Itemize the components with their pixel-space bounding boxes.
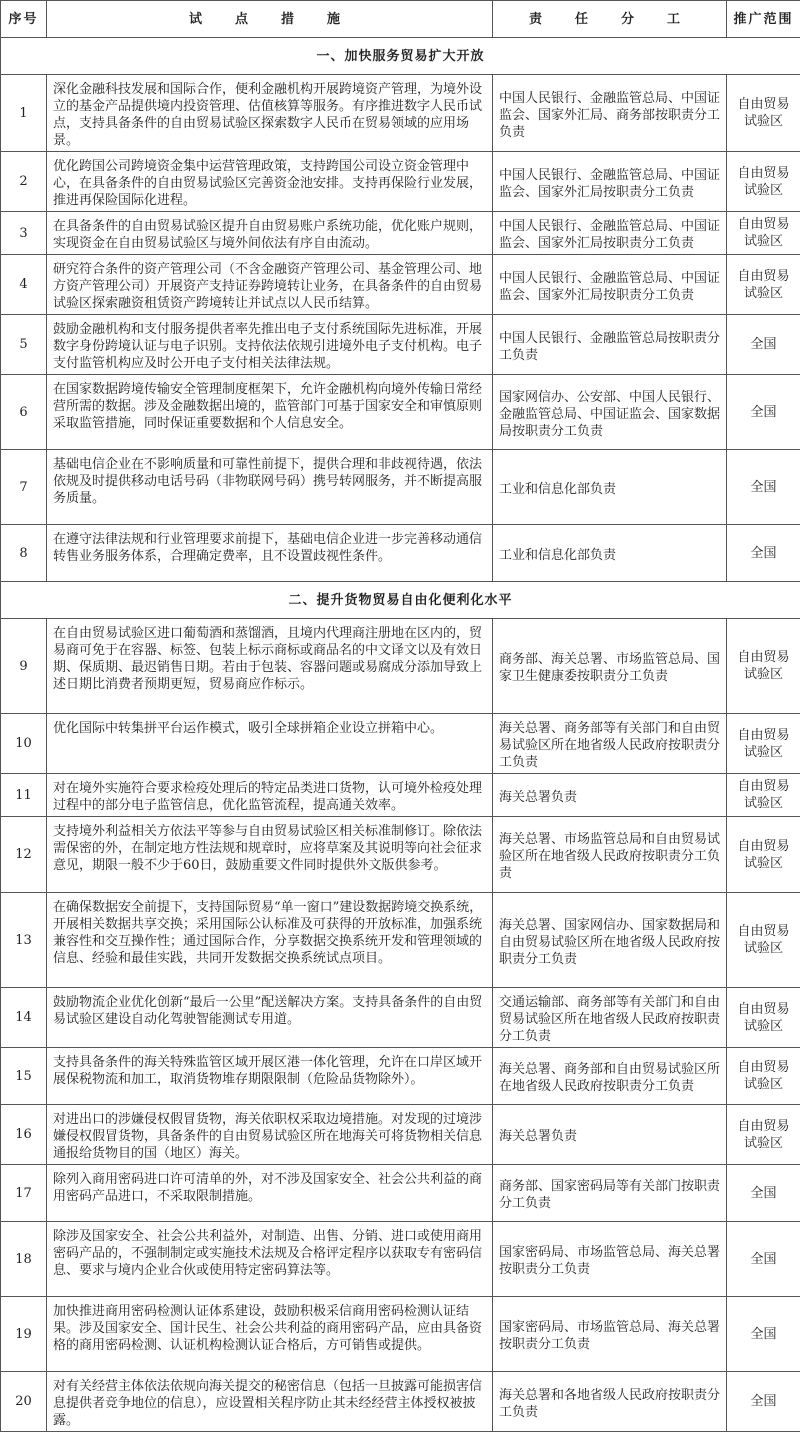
row-number: 1 [1,75,47,152]
scope-cell: 全国 [727,315,800,375]
row-number: 8 [1,525,47,582]
measure-cell: 研究符合条件的资产管理公司（不含金融资产管理公司、基金管理公司、地方资产管理公司）开展资产支持证券跨境转让业务，在具备条件的自由贸易试验区探索融资租赁资产跨境转让并试点以人民币结算。 [47,255,493,315]
header-measure: 试 点 措 施 [47,1,493,38]
measure-cell: 优化跨国公司跨境资金集中运营管理政策，支持跨国公司设立资金管理中心，在具备条件的自由贸易试验区完善资金池安排。支持再保险行业发展，推进再保险国际化进程。 [47,152,493,212]
scope-cell: 自由贸易试验区 [727,212,800,255]
table-row [1,988,800,1048]
row-number: 20 [1,1372,47,1432]
duty-cell: 海关总署、商务部和自由贸易试验区所在地省级人民政府按职责分工负责 [493,1048,727,1105]
table-row [1,315,800,375]
scope-cell: 自由贸易试验区 [727,893,800,988]
table-row [1,1297,800,1372]
duty-cell: 国家网信办、公安部、中国人民银行、金融监管总局、中国证监会、国家数据局按职责分工负责 [493,375,727,450]
duty-cell: 海关总署负责 [493,1105,727,1165]
row-number: 14 [1,988,47,1048]
scope-cell: 自由贸易试验区 [727,774,800,817]
section-row [1,38,800,75]
duty-cell: 工业和信息化部负责 [493,525,727,582]
duty-cell: 海关总署和各地省级人民政府按职责分工负责 [493,1372,727,1432]
measure-cell: 除涉及国家安全、社会公共利益外，对制造、出售、分销、进口或使用商用密码产品的，不强制制定或实施技术法规及合格评定程序以获取专有密码信息、要求与境内企业合伙或使用特定密码算法等。 [47,1222,493,1297]
measure-cell: 对在境外实施符合要求检疫处理后的特定品类进口货物，认可境外检疫处理过程中的部分电子监管信息，优化监管流程，提高通关效率。 [47,774,493,817]
row-number: 12 [1,817,47,893]
table-row [1,1222,800,1297]
header-scope: 推广范围 [727,1,800,38]
scope-cell: 自由贸易试验区 [727,75,800,152]
scope-cell: 全国 [727,450,800,525]
scope-cell: 自由贸易试验区 [727,152,800,212]
duty-cell: 国家密码局、市场监管总局、海关总署按职责分工负责 [493,1297,727,1372]
measure-cell: 优化国际中转集拼平台运作模式，吸引全球拼箱企业设立拼箱中心。 [47,714,493,774]
row-number: 19 [1,1297,47,1372]
scope-cell: 自由贸易试验区 [727,255,800,315]
duty-cell: 工业和信息化部负责 [493,450,727,525]
row-number: 6 [1,375,47,450]
header-no: 序号 [1,1,47,38]
row-number: 13 [1,893,47,988]
duty-cell: 中国人民银行、金融监管总局、中国证监会、国家外汇局按职责分工负责 [493,255,727,315]
measure-cell: 鼓励金融机构和支付服务提供者率先推出电子支付系统国际先进标准，开展数字身份跨境认证与电子识别。支持依法依规引进境外电子支付机构。电子支付监管机构应及时公开电子支付相关法律法规。 [47,315,493,375]
measure-cell: 支持境外利益相关方依法平等参与自由贸易试验区相关标准制修订。除依法需保密的外，在制定地方性法规和规章时，应将草案及其说明等向社会征求意见，期限一般不少于60日，鼓励重要文件同时提供外文版供参考。 [47,817,493,893]
measure-cell: 在自由贸易试验区进口葡萄酒和蒸馏酒，且境内代理商注册地在区内的，贸易商可免于在容器、标签、包装上标示商标或商品名的中文译文以及有效日期、保质期、最迟销售日期。若由于包装、容器问题或易腐成分添加导致上述日期比消费者预期更短，贸易商应作标示。 [47,619,493,714]
table-row [1,450,800,525]
scope-cell: 自由贸易试验区 [727,714,800,774]
duty-cell: 中国人民银行、金融监管总局、中国证监会、国家外汇局按职责分工负责 [493,152,727,212]
row-number: 17 [1,1165,47,1222]
row-number: 7 [1,450,47,525]
duty-cell: 海关总署、商务部等有关部门和自由贸易试验区所在地省级人民政府按职责分工负责 [493,714,727,774]
scope-cell: 全国 [727,1297,800,1372]
duty-cell: 海关总署负责 [493,774,727,817]
measure-cell: 加快推进商用密码检测认证体系建设，鼓励积极采信商用密码检测认证结果。涉及国家安全、国计民生、社会公共利益的商用密码产品，应由具备资格的商用密码检测、认证机构检测认证合格后，方可销售或提供。 [47,1297,493,1372]
duty-cell: 中国人民银行、金融监管总局、中国证监会、国家外汇局、商务部按职责分工负责 [493,75,727,152]
row-number: 9 [1,619,47,714]
table-row [1,255,800,315]
row-number: 3 [1,212,47,255]
scope-cell: 自由贸易试验区 [727,1105,800,1165]
table-row [1,525,800,582]
row-number: 4 [1,255,47,315]
scope-cell: 自由贸易试验区 [727,817,800,893]
measure-cell: 对有关经营主体依法依规向海关提交的秘密信息（包括一旦披露可能损害信息提供者竞争地位的信息），应设置相关程序防止其未经经营主体授权被披露。 [47,1372,493,1432]
measure-cell: 支持具备条件的海关特殊监管区域开展区港一体化管理，允许在口岸区域开展保税物流和加工，取消货物堆存期限限制（危险品货物除外）。 [47,1048,493,1105]
header-row [1,1,800,38]
row-number: 5 [1,315,47,375]
row-number: 16 [1,1105,47,1165]
measure-cell: 在国家数据跨境传输安全管理制度框架下，允许金融机构向境外传输日常经营所需的数据。涉及金融数据出境的，监管部门可基于国家安全和审慎原则采取监管措施，同时保证重要数据和个人信息安全。 [47,375,493,450]
row-number: 10 [1,714,47,774]
duty-cell: 国家密码局、市场监管总局、海关总署按职责分工负责 [493,1222,727,1297]
scope-cell: 全国 [727,375,800,450]
duty-cell: 中国人民银行、金融监管总局、中国证监会、国家外汇局按职责分工负责 [493,212,727,255]
table-row [1,1048,800,1105]
table-row [1,212,800,255]
table-row [1,1372,800,1432]
table-row [1,714,800,774]
table-body [1,38,800,1432]
row-number: 2 [1,152,47,212]
measure-cell: 深化金融科技发展和国际合作，便利金融机构开展跨境资产管理，为境外设立的基金产品提供境内投资管理、估值核算等服务。有序推进数字人民币试点，支持具备条件的自由贸易试验区探索数字人民币在贸易领域的应用场景。 [47,75,493,152]
row-number: 18 [1,1222,47,1297]
duty-cell: 交通运输部、商务部等有关部门和自由贸易试验区所在地省级人民政府按职责分工负责 [493,988,727,1048]
scope-cell: 全国 [727,525,800,582]
measure-cell: 在遵守法律法规和行业管理要求前提下，基础电信企业进一步完善移动通信转售业务服务体系，合理确定费率，且不设置歧视性条件。 [47,525,493,582]
measure-cell: 对进出口的涉嫌侵权假冒货物，海关依职权采取边境措施。对发现的过境涉嫌侵权假冒货物，具备条件的自由贸易试验区所在地海关可将货物相关信息通报给货物目的国（地区）海关。 [47,1105,493,1165]
table-row [1,774,800,817]
table-row [1,152,800,212]
duty-cell: 海关总署、国家网信办、国家数据局和自由贸易试验区所在地省级人民政府按职责分工负责 [493,893,727,988]
table-row [1,1165,800,1222]
measure-cell: 除列入商用密码进口许可清单的外，对不涉及国家安全、社会公共利益的商用密码产品进口，不采取限制措施。 [47,1165,493,1222]
row-number: 11 [1,774,47,817]
measure-cell: 基础电信企业在不影响质量和可靠性前提下，提供合理和非歧视待遇，依法依规及时提供移动电话号码（非物联网号码）携号转网服务，并不断提高服务质量。 [47,450,493,525]
duty-cell: 商务部、海关总署、市场监管总局、国家卫生健康委按职责分工负责 [493,619,727,714]
section-row [1,582,800,619]
duty-cell: 海关总署、市场监管总局和自由贸易试验区所在地省级人民政府按职责分工负责 [493,817,727,893]
scope-cell: 全国 [727,1372,800,1432]
scope-cell: 自由贸易试验区 [727,988,800,1048]
header-duty: 责 任 分 工 [493,1,727,38]
table-row [1,1105,800,1165]
row-number: 15 [1,1048,47,1105]
measure-cell: 在确保数据安全前提下，支持国际贸易“单一窗口”建设数据跨境交换系统，开展相关数据共享交换；采用国际公认标准及可获得的开放标准，加强系统兼容性和交互操作性；通过国际合作，分享数据交换系统开发和管理领域的信息、经验和最佳实践，共同开发数据交换系统试点项目。 [47,893,493,988]
section-title: 一、加快服务贸易扩大开放 [1,38,800,75]
section-title: 二、提升货物贸易自由化便利化水平 [1,582,800,619]
duty-cell: 商务部、国家密码局等有关部门按职责分工负责 [493,1165,727,1222]
table-row [1,893,800,988]
table-row [1,375,800,450]
table-row [1,75,800,152]
scope-cell: 自由贸易试验区 [727,1048,800,1105]
scope-cell: 自由贸易试验区 [727,619,800,714]
duty-cell: 中国人民银行、金融监管总局按职责分工负责 [493,315,727,375]
scope-cell: 全国 [727,1165,800,1222]
table-row [1,619,800,714]
measure-cell: 在具备条件的自由贸易试验区提升自由贸易账户系统功能，优化账户规则，实现资金在自由贸易试验区与境外间依法有序自由流动。 [47,212,493,255]
scope-cell: 全国 [727,1222,800,1297]
measure-cell: 鼓励物流企业优化创新“最后一公里”配送解决方案。支持具备条件的自由贸易试验区建设自动化驾驶智能测试专用道。 [47,988,493,1048]
table-row [1,817,800,893]
